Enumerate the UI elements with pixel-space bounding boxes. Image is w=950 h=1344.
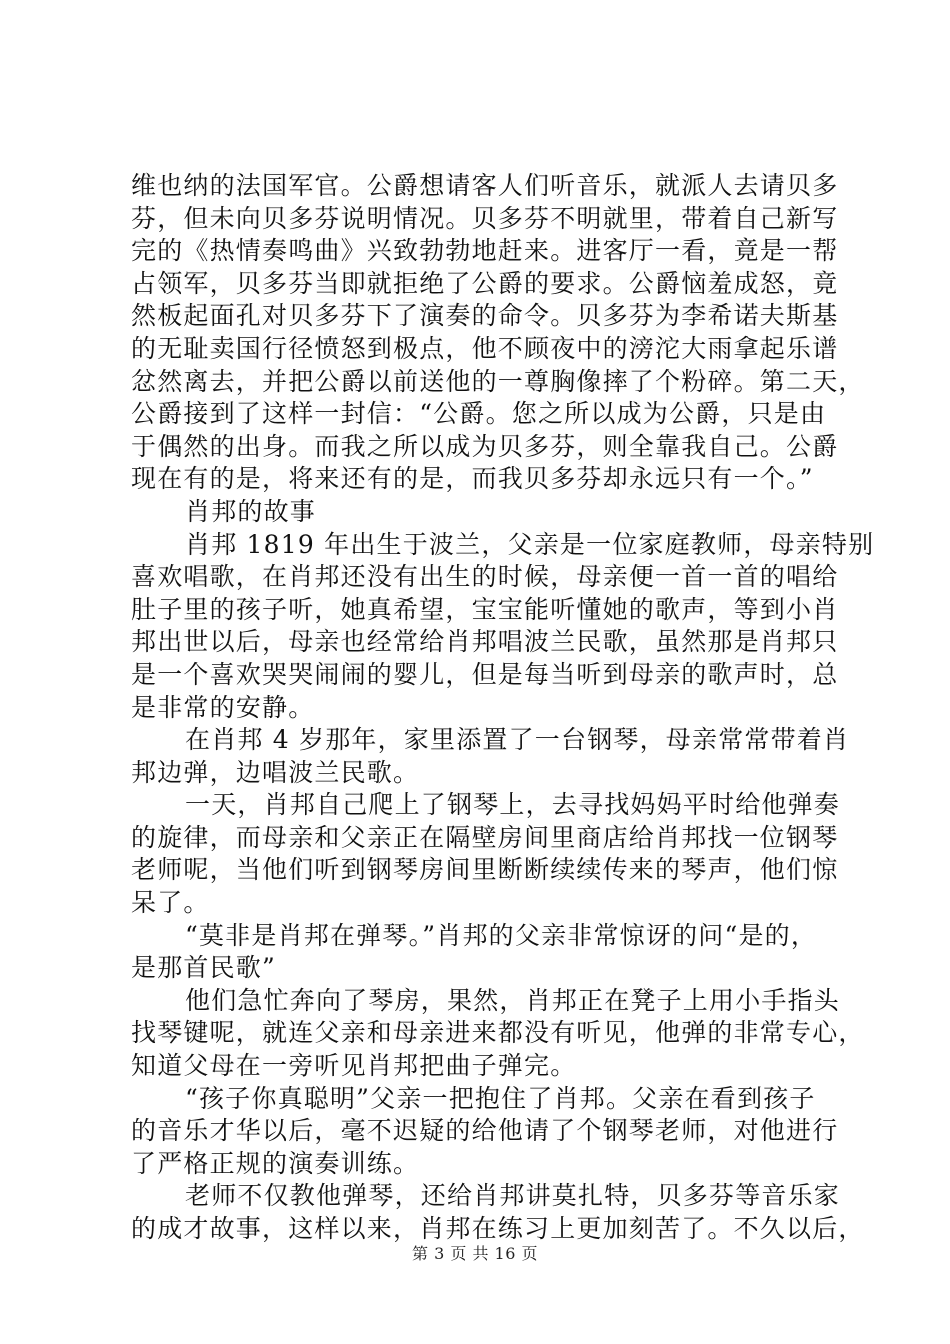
paragraph — [131, 1180, 865, 1245]
text-line: 维也纳的法国军官。公爵想请客人们听音乐，就派人去请贝多 — [131, 171, 839, 200]
text-line: 是一个喜欢哭哭闹闹的婴儿，但是每当听到母亲的歌声时，总 — [131, 659, 839, 689]
text-line: 完的《热情奏鸣曲》兴致勃勃地赶来。进客厅一看，竟是一帮 — [131, 236, 839, 266]
text-line: 是非常的安静。 — [131, 692, 315, 722]
text-line: 找琴键呢，就连父亲和母亲进来都没有听见，他弹的非常专心， — [131, 1018, 865, 1048]
text-line: 邦边弹，边唱波兰民歌。 — [131, 757, 420, 787]
text-line: 于偶然的出身。而我之所以成为贝多芬，则全靠我自己。公爵 — [131, 431, 839, 461]
text-line: 忿然离去，并把公爵以前送他的一尊胸像摔了个粉碎。第二天， — [131, 366, 865, 396]
text-line: 的成才故事，这样以来，肖邦在练习上更加刻苦了。不久以后， — [131, 1214, 865, 1243]
document-body — [131, 170, 875, 1246]
paragraph — [131, 789, 841, 919]
text-line: 的音乐才华以后，毫不迟疑的给他请了个钢琴老师，对他进行 — [131, 1116, 839, 1146]
paragraph — [131, 724, 850, 789]
text-line: 公爵接到了这样一封信：“公爵。您之所以成为公爵，只是由 — [131, 399, 827, 429]
text-line: 芬，但未向贝多芬说明情况。贝多芬不明就里，带着自己新写 — [131, 203, 839, 233]
text-line: “孩子你真聪明”父亲一把抱住了肖邦。父亲在看到孩子 — [185, 1083, 816, 1113]
text-line: 喜欢唱歌，在肖邦还没有出生的时候，母亲便一首一首的唱给 — [131, 562, 839, 592]
text-line: 他们急忙奔向了琴房，果然，肖邦正在凳子上用小手指头 — [185, 985, 841, 1015]
text-line: 老师不仅教他弹琴，还给肖邦讲莫扎特，贝多芬等音乐家 — [185, 1181, 841, 1211]
text-line: 肖邦 1819 年出生于波兰，父亲是一位家庭教师，母亲特别 — [185, 529, 875, 559]
paragraph — [131, 985, 865, 1083]
text-line: 是那首民歌” — [131, 953, 276, 983]
text-line: 肚子里的孩子听，她真希望，宝宝能听懂她的歌声，等到小肖 — [131, 594, 839, 624]
paragraph — [131, 920, 827, 985]
text-line: 占领军，贝多芬当即就拒绝了公爵的要求。公爵恼羞成怒，竟 — [131, 268, 839, 298]
page-footer: 第 3 页 共 16 页 — [412, 1244, 538, 1263]
text-line: 了严格正规的演奏训练。 — [131, 1148, 420, 1178]
text-line: 在肖邦 4 岁那年，家里添置了一台钢琴，母亲常常带着肖 — [185, 725, 850, 755]
text-line: 知道父母在一旁听见肖邦把曲子弹完。 — [131, 1051, 577, 1081]
text-line: 然板起面孔对贝多芬下了演奏的命令。贝多芬为李希诺夫斯基 — [131, 301, 839, 331]
text-line: 老师呢，当他们听到钢琴房间里断断续续传来的琴声，他们惊 — [131, 855, 839, 885]
text-line: 一天，肖邦自己爬上了钢琴上，去寻找妈妈平时给他弹奏 — [185, 790, 841, 820]
paragraph — [131, 496, 827, 529]
text-line: 邦出世以后，母亲也经常给肖邦唱波兰民歌，虽然那是肖邦只 — [131, 627, 839, 657]
text-line: 肖邦的故事 — [185, 496, 317, 526]
paragraph — [131, 1083, 839, 1181]
text-line: 现在有的是，将来还有的是，而我贝多芬却永远只有一个。” — [131, 464, 814, 494]
text-line: 呆了。 — [131, 888, 210, 918]
text-line: “莫非是肖邦在弹琴。”肖邦的父亲非常惊讶的问“是的， — [185, 920, 818, 950]
text-line: 的旋律，而母亲和父亲正在隔壁房间里商店给肖邦找一位钢琴 — [131, 822, 839, 852]
paragraph — [131, 170, 865, 496]
paragraph — [131, 529, 875, 725]
text-line: 的无耻卖国行径愤怒到极点，他不顾夜中的滂沱大雨拿起乐谱 — [131, 333, 839, 363]
